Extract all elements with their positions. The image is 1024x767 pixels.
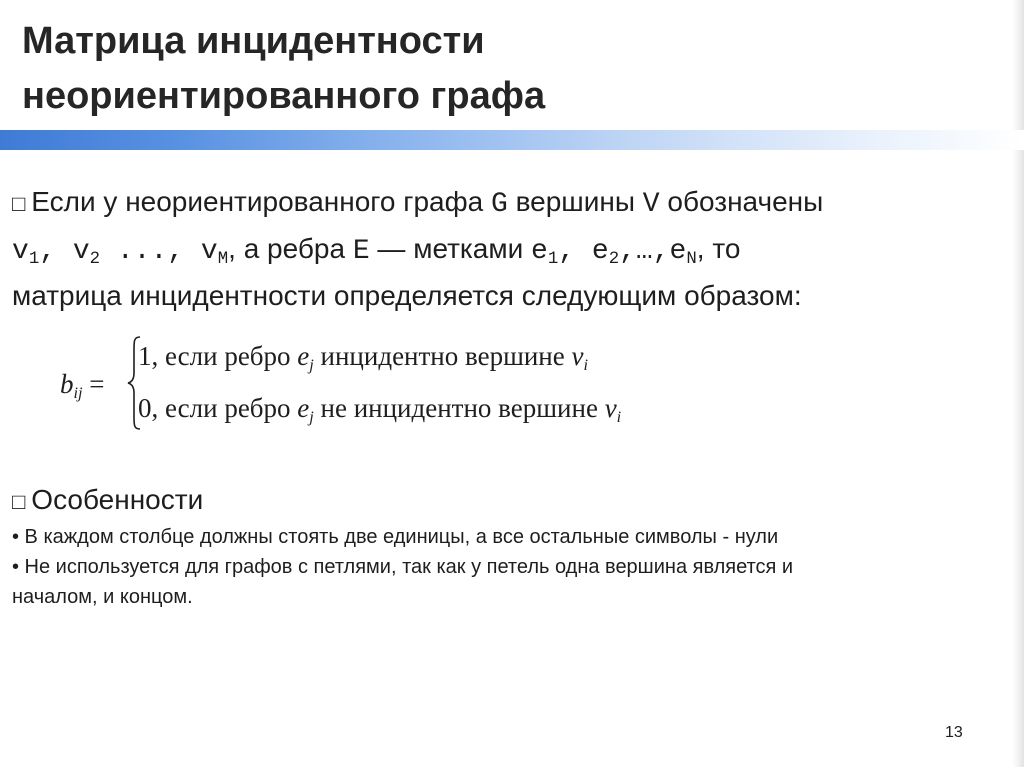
- features-item: • В каждом столбце должны стоять две единицы, а все остальные символы - нули: [12, 526, 779, 548]
- features-heading-text: Особенности: [31, 484, 204, 515]
- page-number: 13: [945, 724, 963, 741]
- intro-text-4: , а ребра: [228, 233, 353, 264]
- intro-text-2: вершины: [507, 186, 643, 217]
- vertex-set-symbol: V: [642, 189, 660, 220]
- intro-text-3: обозначены: [659, 186, 824, 217]
- vertex-vm: $v_M$: [200, 236, 229, 270]
- slide-title-line-1: Матрица инцидентности: [22, 20, 485, 62]
- formula-case-zero: 0, если ребро $e_j$ не инцидентно вершине $v_i$: [138, 393, 622, 426]
- comma-separator: ,: [39, 236, 73, 267]
- features-item-continuation: началом, и концом.: [12, 586, 193, 608]
- features-item: • Не используется для графов с петлями, так как у петель одна вершина является и: [12, 556, 794, 578]
- features-section: [12, 480, 1012, 612]
- formula-case-one: 1, если ребро $e_j$ инцидентно вершине $v_i$: [138, 341, 588, 374]
- graph-symbol-g: G: [491, 189, 508, 220]
- features-heading: [12, 480, 1012, 522]
- intro-text-7: матрица инцидентности определяется следующим образом:: [12, 280, 802, 311]
- vertex-v1: $v_1$: [12, 236, 40, 270]
- title-gradient-bar: [0, 130, 1024, 150]
- intro-text-1: Если у неориентированного графа: [31, 186, 491, 217]
- formula-lhs: $b_{ij}$ =: [60, 369, 105, 402]
- comma-separator: ,: [558, 236, 592, 267]
- incidence-formula: [60, 335, 780, 435]
- edge-set-symbol: E: [352, 236, 370, 267]
- ellipsis-separator: ,…,: [619, 236, 670, 267]
- edge-e1: $e_1$: [531, 236, 559, 270]
- intro-text-5: — метками: [369, 233, 532, 264]
- square-bullet-icon: □: [12, 191, 26, 216]
- intro-text-6: , то: [696, 233, 741, 264]
- slide-title: [22, 14, 922, 124]
- intro-paragraph: [12, 180, 1012, 318]
- vertex-v2: $v_2$: [72, 236, 101, 270]
- square-bullet-icon: □: [12, 489, 26, 514]
- edge-e2: $e_2$: [591, 236, 620, 270]
- slide-title-line-2: неориентированного графа: [22, 75, 546, 117]
- slide-edge-shadow: [1012, 0, 1024, 767]
- edge-en: $e_N$: [669, 236, 697, 270]
- ellipsis-separator: ...,: [100, 236, 201, 267]
